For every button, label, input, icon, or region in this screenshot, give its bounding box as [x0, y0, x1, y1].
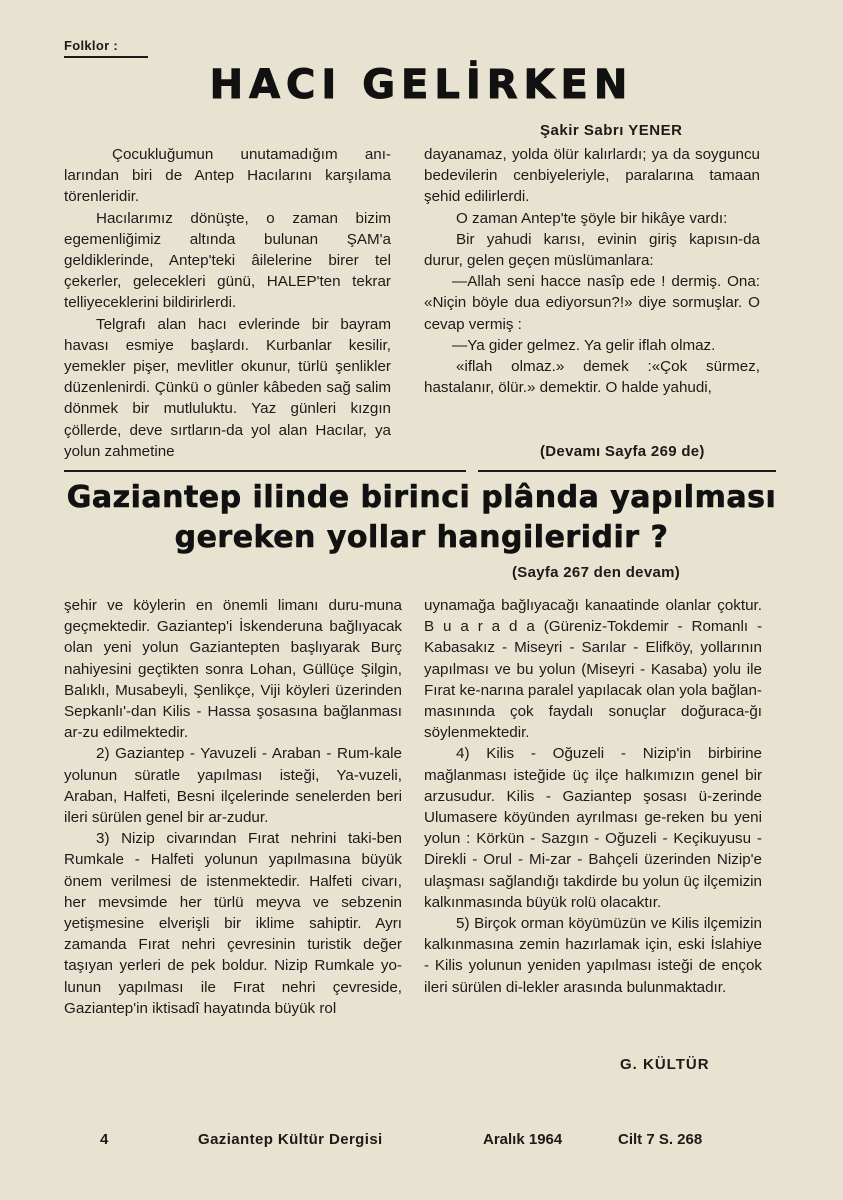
article2-title-line1: Gaziantep ilinde birinci plânda yapılması	[66, 480, 777, 515]
paragraph: uynamağa bağlıyacağı kanaatinde olanlar çoktur. B u a r a d a (Güreniz-Tokdemir - Romanlı - Kabasakız - Miseyri - Sarılar - Elifköy, yollarının yapılması ve bu yolun (Miseyri - Kasaba) yolu ile Fırat ke-narına paralel yapılacak olan yola bağlan-masınında çok faydalı sonuçlar doğuraca-ğı söylenmektedir.	[424, 597, 762, 742]
author-name: Şakir Sabrı YENER	[540, 122, 683, 139]
dialogue-paragraph: —Ya gider gelmez. Ya gelir iflah olmaz.	[452, 336, 716, 354]
issue-volume: Cilt 7 S. 268	[618, 1131, 703, 1148]
magazine-name: Gaziantep Kültür Dergisi	[198, 1131, 383, 1148]
paragraph: Hacılarımız dönüşte, o zaman bizim egemenliğimiz altında bulunan ŞAM'a geldiklerinde, Antep'teki âilelerine birer tel çekerler, gelecekleri günü, HALEP'ten tekrar telliyeceklerini bildirirlerdi.	[64, 209, 391, 312]
paragraph: «iflah olmaz.» demek :«Çok sürmez, hastalanır, ölür.» demektir. O halde yahudi,	[424, 358, 760, 397]
dialogue-paragraph: —Allah seni hacce nasîp ede ! dermiş. Ona: «Niçin böyle dua ediyorsun?!» diye sormuşlar. O cevap vermiş :	[424, 273, 760, 333]
paragraph: 3) Nizip civarından Fırat nehrini taki-ben Rumkale - Halfeti yolunun yapılmasına büyük önem verilmesi de istenmektedir. Halfeti civarı, her mevsimde her türlü meyva ve sebzenin yetişmesine elverişli bir iklime sahiptir. Ayrı zamanda Fırat nehri çevresinin turistik değer taşıyan yerleri de pek boldur. Nizip Rumkale yo-lunun yapılması ile Fırat nehri çevreside, Gaziantep'in iktisadî hayatında büyük rol	[64, 830, 402, 1017]
continued-note: (Devamı Sayfa 269 de)	[540, 443, 705, 460]
paragraph: Bir yahudi karısı, evinin giriş kapısın-da durur, gelen geçen müslümanlara:	[424, 230, 760, 270]
paragraph: dayanamaz, yolda ölür kalırlardı; ya da soyguncu bedevilerin cenbiyeleriyle, paralarına tamaan şehid edilirlerdi.	[424, 146, 760, 206]
article2-signature: G. KÜLTÜR	[620, 1056, 710, 1073]
paragraph: 5) Birçok orman köyümüzün ve Kilis ilçemizin kalkınmasına zemin hazırlamak için, eski İslahiye - Kilis yolunun yeniden yapılması isteği de ençok ileri sürülen di-lekler arasında bulunmaktadır.	[424, 915, 762, 996]
article1-column-left	[64, 144, 391, 462]
section-underline	[64, 56, 148, 58]
issue-date: Aralık 1964	[483, 1131, 563, 1148]
section-label: Folklor :	[64, 38, 118, 53]
paragraph: şehir ve köylerin en önemli limanı duru-muna geçmektedir. Gaziantep'i İskenderuna bağlıyacak olan yeni yolun Gaziantepten başlıyarak Burç nahiyesini geçtikten sonra Lohan, Güllüçe Şilgin, Balıklı, Musabeyli, Şenlikçe, Viji köyleri üzerinden Sepkanlı'-dan Kilis - Hassa şosasına bağlanması ar-zu edilmektedir.	[64, 597, 402, 742]
paragraph: 2) Gaziantep - Yavuzeli - Araban - Rum-kale yolunun süratle yapılması isteği, Ya-vuzeli, Araban, Halfeti, Besni ilçelerinde senelerden beri ileri sürülen genel bir ar-zudur.	[64, 745, 402, 827]
article-title: HACI GELİRKEN	[209, 62, 634, 108]
page-number: 4	[100, 1131, 109, 1148]
paragraph: O zaman Antep'te şöyle bir hikâye vardı:	[456, 209, 728, 227]
section-divider-right	[478, 470, 776, 472]
article2-column-right	[424, 595, 762, 998]
article2-column-left	[64, 595, 402, 1019]
article2-title-line2: gereken yollar hangileridir ?	[174, 520, 669, 555]
continued-from-note: (Sayfa 267 den devam)	[512, 564, 681, 581]
paragraph: Telgrafı alan hacı evlerinde bir bayram havası esmiye başlardı. Kurbanlar kesilir, yemekler pişer, mevlitler okunur, türlü şenlikler düzenlenirdi. Çünkü o günler kâbeden sağ salim dönmek bir mutluluktu. Yaz günleri kızgın çöllerde, deve sırtların-da yol alan Hacılar, ya yolun zahmetine	[64, 315, 391, 460]
paragraph: Çocukluğumun unutamadığım anı-larından biri de Antep Hacılarını karşılama törenleridir.	[64, 146, 391, 206]
paragraph: 4) Kilis - Oğuzeli - Nizip'in birbirine mağlanması isteğide üç ilçe halkımızın genel bir arzusudur. Kilis - Gaziantep şosası ü-zerinde Ulumasere köyünden ayrılması ge-reken bu yeni yolun : Körkün - Sazgın - Oğuzeli - Keçikuyusu - Direkli - Orul - Mi-zar - Bahçeli üzerinden Nizip'e ulaşması sağlandığı takdirde bu yolun üç ilçemizin kalkınmasında büyük rolü olacaktır.	[424, 745, 762, 911]
section-divider-left	[64, 470, 466, 472]
article1-column-right	[424, 144, 760, 398]
